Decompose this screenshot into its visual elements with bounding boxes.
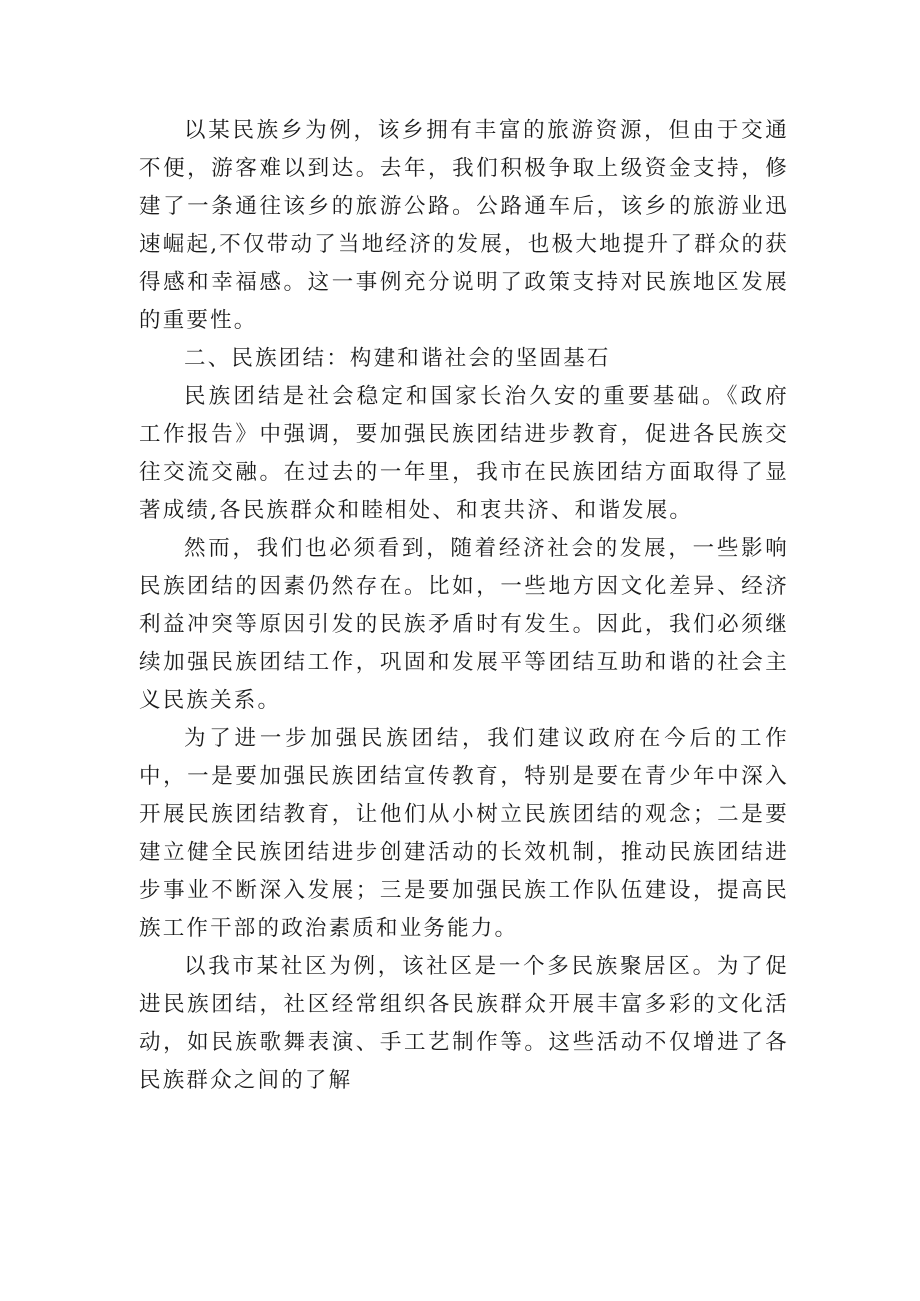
paragraph-tourism-example: 以某民族乡为例，该乡拥有丰富的旅游资源，但由于交通不便，游客难以到达。去年，我们积极争取上级资金支持，修建了一条通往该乡的旅游公路。公路通车后，该乡的旅游业迅速崛起,不仅带动了当地经济的发展，也极大地提升了群众的获得感和幸福感。这一事例充分说明了政策支持对民族地区发展的重要性。 [139,118,789,333]
document-body [139,112,789,1100]
paragraph-unity-foundation: 民族团结是社会稳定和国家长治久安的重要基础。《政府工作报告》中强调，要加强民族团结进步教育，促进各民族交往交流交融。在过去的一年里，我市在民族团结方面取得了显著成绩,各民族群众和睦相处、和衷共济、和谐发展。 [139,384,789,523]
paragraph-unity-suggestions: 为了进一步加强民族团结，我们建议政府在今后的工作中，一是要加强民族团结宣传教育，特别是要在青少年中深入开展民族团结教育，让他们从小树立民族团结的观念；二是要建立健全民族团结进步创建活动的长效机制，推动民族团结进步事业不断深入发展；三是要加强民族工作队伍建设，提高民族工作干部的政治素质和业务能力。 [139,726,789,941]
paragraph-unity-challenges: 然而，我们也必须看到，随着经济社会的发展，一些影响民族团结的因素仍然存在。比如，一些地方因文化差异、经济利益冲突等原因引发的民族矛盾时有发生。因此，我们必须继续加强民族团结工作，巩固和发展平等团结互助和谐的社会主义民族关系。 [139,536,789,713]
section-heading-ethnic-unity: 二、民族团结：构建和谐社会的坚固基石 [184,346,611,371]
paragraph-community-example: 以我市某社区为例，该社区是一个多民族聚居区。为了促进民族团结，社区经常组织各民族群众开展丰富多彩的文化活动，如民族歌舞表演、手工艺制作等。这些活动不仅增进了各民族群众之间的了解 [139,954,789,1093]
